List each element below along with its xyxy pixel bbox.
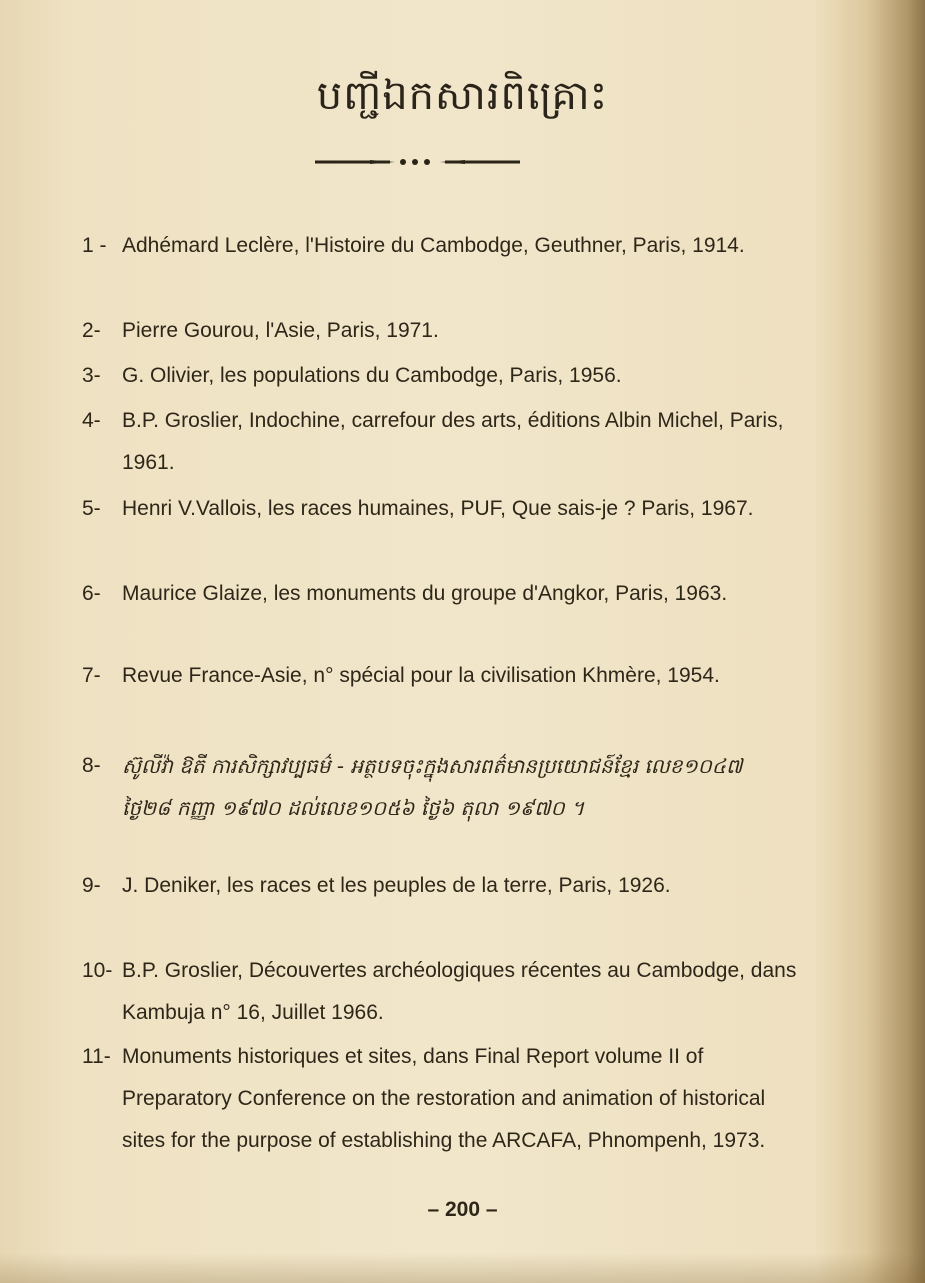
bibliography-entry-3 xyxy=(82,355,797,397)
entry-number: 10- xyxy=(82,959,113,982)
bibliography-entry-7 xyxy=(82,655,797,697)
entry-text: Adhémard Leclère, l'Histoire du Cambodge, Geuthner, Paris, 1914. xyxy=(122,234,745,257)
entry-text: Henri V.Vallois, les races humaines, PUF, Que sais-je ? Paris, 1967. xyxy=(122,497,754,520)
bibliography-entry-9 xyxy=(82,865,797,907)
bibliography-entry-2 xyxy=(82,310,797,352)
bibliography-entry-4 xyxy=(82,400,797,484)
page-bottom-shadow xyxy=(0,1253,925,1283)
entry-number: 3- xyxy=(82,364,101,387)
entry-text: Monuments historiques et sites, dans Final Report volume II of Preparatory Conference on the restoration and animation of historical sites for the purpose of establishing the ARCAFA, Phnompenh, 1973. xyxy=(122,1045,766,1152)
bibliography-entry-10 xyxy=(82,950,797,1034)
page-title: បញ្ជីឯកសារពិគ្រោះ xyxy=(316,73,609,119)
bibliography-entry-8 xyxy=(82,745,797,829)
entry-number: 9- xyxy=(82,874,101,897)
bibliography-entry-6 xyxy=(82,573,797,615)
bibliography-entry-5 xyxy=(82,488,797,530)
entry-number: 2- xyxy=(82,319,101,342)
entry-text: Maurice Glaize, les monuments du groupe d'Angkor, Paris, 1963. xyxy=(122,582,728,605)
entry-text: B.P. Groslier, Indochine, carrefour des arts, éditions Albin Michel, Paris, 1961. xyxy=(122,409,784,474)
entry-number: 4- xyxy=(82,409,101,432)
entry-number: 1 - xyxy=(82,234,107,257)
entry-number: 11- xyxy=(82,1045,111,1068)
page-number: – 200 – xyxy=(427,1198,498,1221)
entry-number: 6- xyxy=(82,582,101,605)
entry-text: B.P. Groslier, Découvertes archéologiques récentes au Cambodge, dans Kambuja n° 16, Juillet 1966. xyxy=(122,959,797,1024)
entry-text: ស៊ូលីវ៉ា ឱតី ការសិក្សាវប្បធម៌ ‑ អត្ថបទចុះក្នុងសារពត៌មានប្រយោជន៍ខ្មែរ លេខ១០៤៧ ថ្ងៃ២៨ កញ្ញា ១៩៧០ ដល់លេខ១០៥៦ ថ្ងៃ៦ តុលា ១៩៧០ ។ xyxy=(122,754,743,820)
bibliography-entry-11 xyxy=(82,1036,797,1162)
entry-number: 7- xyxy=(82,664,101,687)
title-ornament xyxy=(315,155,520,169)
entry-number: 5- xyxy=(82,497,101,520)
entry-number: 8- xyxy=(82,754,101,777)
entry-text: Revue France-Asie, n° spécial pour la civilisation Khmère, 1954. xyxy=(122,664,720,687)
entry-text: J. Deniker, les races et les peuples de la terre, Paris, 1926. xyxy=(122,874,671,897)
entry-text: G. Olivier, les populations du Cambodge, Paris, 1956. xyxy=(122,364,622,387)
entry-text: Pierre Gourou, l'Asie, Paris, 1971. xyxy=(122,319,439,342)
bibliography-entry-1 xyxy=(82,225,797,267)
page-edge-shadow xyxy=(865,0,925,1283)
